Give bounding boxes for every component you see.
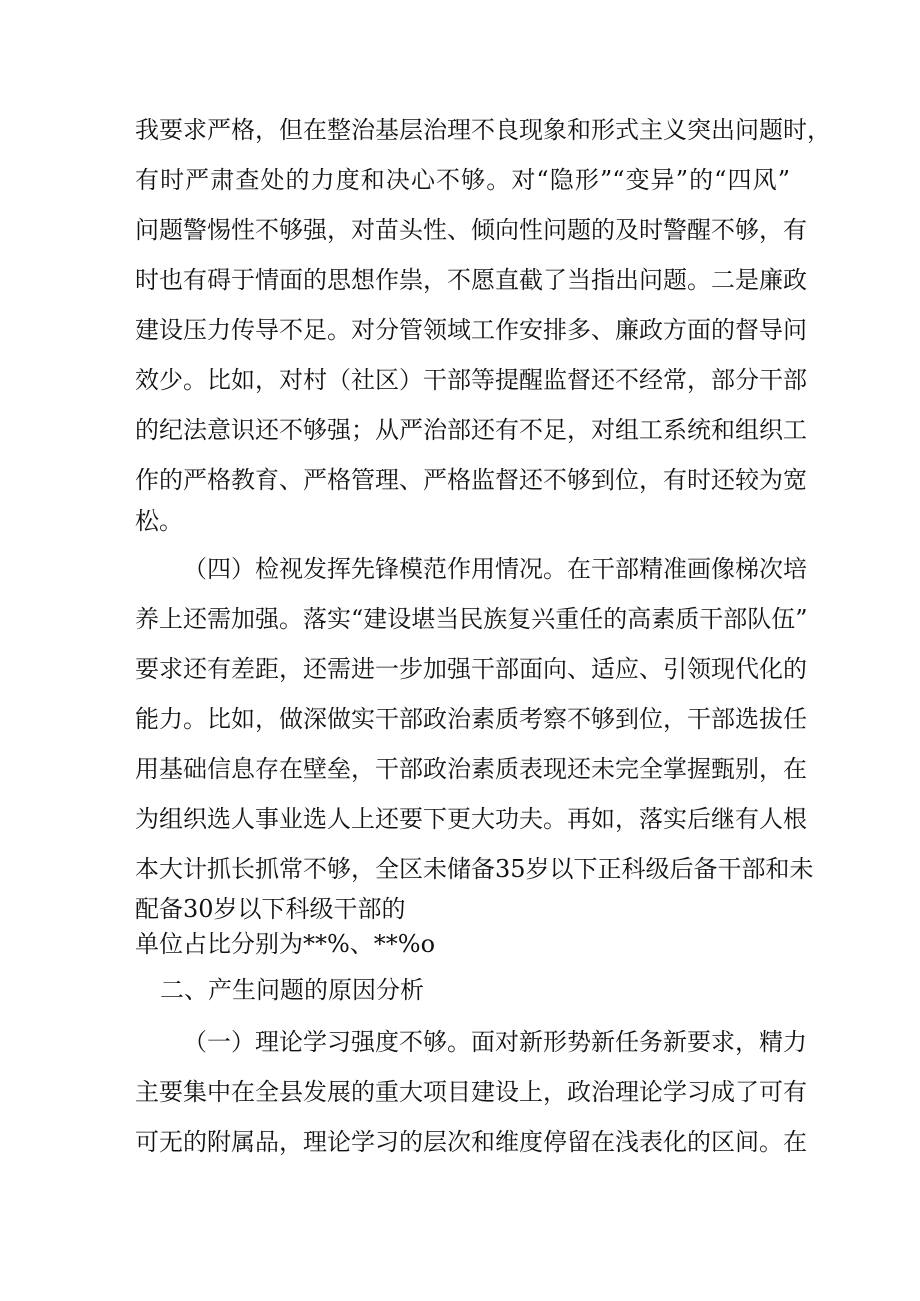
body-text-line: 建设压力传导不足。对分管领域工作安排多、廉政方面的督导问 [135,316,807,344]
body-text-line: 为组织选人事业选人上还要下更大功夫。再如，落实后继有人根 [135,805,807,833]
body-text-line: 的纪法意识还不够强；从严治部还有不足，对组工系统和组织工 [135,416,807,444]
body-text-line: 要求还有差距，还需进一步加强干部面向、适应、引领现代化的 [135,655,807,683]
body-text-line: 用基础信息存在壁垒，干部政治素质表现还未完全掌握甄别，在 [135,755,807,783]
body-text-line: 养上还需加强。落实“建设堪当民族复兴重任的高素质干部队伍” [135,605,808,633]
body-text-line: 可无的附属品，理论学习的层次和维度停留在浅表化的区间。在 [135,1128,807,1156]
body-text-line: 主要集中在全县发展的重大项目建设上，政治理论学习成了可有 [135,1078,807,1106]
body-text-line: 作的严格教育、严格管理、严格监督还不够到位，有时还较为宽 [135,466,807,494]
section-two-heading: 二、产生问题的原因分析 [160,976,424,1004]
body-text-line: 我要求严格，但在整治基层治理不良现象和形式主义突出问题时， [135,116,831,144]
body-text-line: 有时严肃查处的力度和决心不够。对“隐形”“变异”的“四风” [135,166,790,194]
body-text-line: 松。 [135,507,183,535]
body-text-line: 本大计抓长抓常不够，全区未储备35岁以下正科级后备干部和未 [135,855,814,883]
body-text-line: 时也有碍于情面的思想作祟，不愿直截了当指出问题。二是廉政 [135,266,807,294]
body-text-line: 配备30岁以下科级干部的 [135,895,406,923]
body-text-line: 单位占比分别为**%、**%o [135,930,436,958]
body-text-line: 效少。比如，对村（社区）干部等提醒监督还不经常，部分干部 [135,366,807,394]
body-text-line: 能力。比如，做深做实干部政治素质考察不够到位，干部选拔任 [135,705,807,733]
subsection-one-heading-line: （一）理论学习强度不够。面对新形势新任务新要求，精力 [183,1028,807,1056]
body-text-line: 问题警惕性不够强，对苗头性、倾向性问题的及时警醒不够，有 [135,216,807,244]
section-four-heading-line: （四）检视发挥先锋模范作用情况。在干部精准画像梯次培 [183,555,807,583]
